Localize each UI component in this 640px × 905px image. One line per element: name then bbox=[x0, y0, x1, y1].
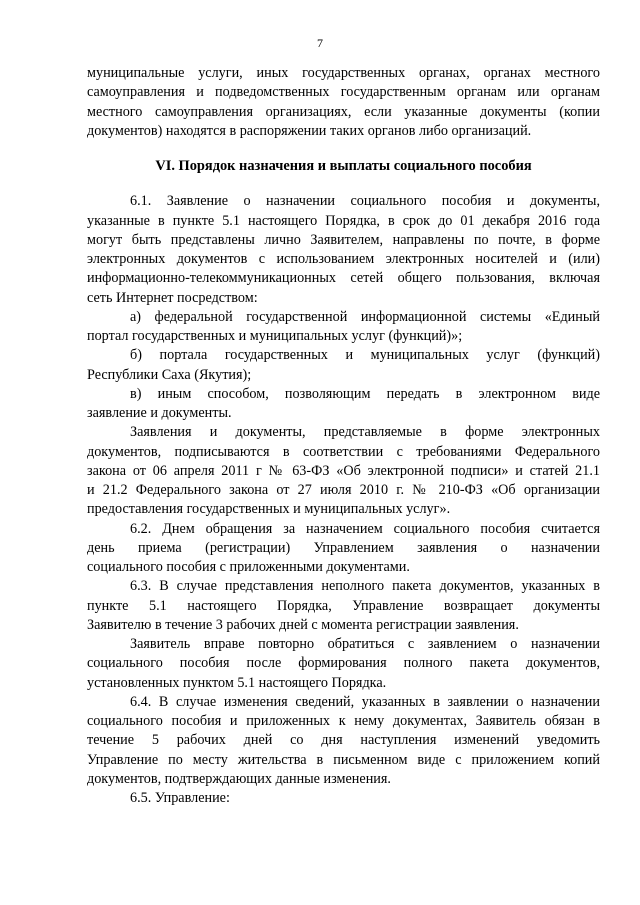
text-line: б) портала государственных и муниципальных услуг (функций) bbox=[130, 347, 600, 364]
paragraph bbox=[87, 520, 600, 578]
text-line: день приема (регистрации) Управлением заявления о назначении bbox=[87, 539, 600, 556]
text-line: документов, подтверждающих данные изменения. bbox=[87, 770, 391, 787]
text-line: социального пособия после формирования полного пакета документов, bbox=[87, 655, 600, 672]
text-line: течение 5 рабочих дней со дня наступления изменений уведомить bbox=[87, 732, 600, 749]
text-line: в) иным способом, позволяющим передать в электронном виде bbox=[130, 385, 600, 402]
text-line: Заявителю в течение 3 рабочих дней с момента регистрации заявления. bbox=[87, 616, 519, 633]
text-line: а) федеральной государственной информационной системы «Единый bbox=[130, 308, 600, 325]
document-body bbox=[87, 64, 600, 808]
section-paragraphs bbox=[87, 192, 600, 808]
page-number: 7 bbox=[317, 36, 323, 50]
text-line: 6.3. В случае представления неполного пакета документов, указанных в bbox=[130, 578, 600, 595]
paragraph bbox=[87, 385, 600, 424]
text-line: электронных документов с использованием электронных носителей и (или) bbox=[87, 251, 600, 267]
text-line: Заявления и документы, представляемые в форме электронных bbox=[130, 424, 600, 441]
paragraph bbox=[87, 308, 600, 347]
text-line: закона от 06 апреля 2011 г № 63-ФЗ «Об электронной подписи» и статей 21.1 bbox=[87, 462, 600, 479]
paragraph bbox=[87, 423, 600, 519]
text-line: 6.5. Управление: bbox=[130, 790, 230, 806]
text-line: документов, подписываются в соответствии с требованиями Федерального bbox=[87, 443, 600, 460]
text-line: пункте 5.1 настоящего Порядка, Управление возвращает документы bbox=[87, 597, 600, 614]
text-line: самоуправления и подведомственных государственным органам или органам bbox=[87, 84, 600, 101]
text-line: могут быть представлены лично Заявителем, направлены по почте, в форме bbox=[87, 231, 600, 248]
paragraph bbox=[87, 789, 600, 808]
text-line: социального пособия с приложенными документами. bbox=[87, 559, 410, 575]
section-heading: VI. Порядок назначения и выплаты социального пособия bbox=[155, 158, 532, 174]
paragraph bbox=[87, 693, 600, 789]
text-line: сеть Интернет посредством: bbox=[87, 289, 258, 306]
text-line: 6.1. Заявление о назначении социального пособия и документы, bbox=[130, 193, 600, 210]
text-line: указанные в пункте 5.1 настоящего Порядка, в срок до 01 декабря 2016 года bbox=[87, 212, 600, 229]
text-line: Управление по месту жительства в письменном виде с приложением копий bbox=[87, 751, 600, 768]
paragraph bbox=[87, 346, 600, 385]
text-line: местного самоуправления организациях, если указанные документы (копии bbox=[87, 103, 600, 120]
text-line: установленных пунктом 5.1 настоящего Порядка. bbox=[87, 674, 387, 691]
text-line: 6.2. Днем обращения за назначением социального пособия считается bbox=[130, 520, 600, 537]
text-line: документов) находятся в распоряжении таких органов либо организаций. bbox=[87, 122, 532, 139]
text-line: Республики Саха (Якутия); bbox=[87, 366, 252, 383]
paragraph bbox=[87, 192, 600, 308]
text-line: предоставления государственных и муниципальных услуг». bbox=[87, 501, 451, 518]
text-line: Заявитель вправе повторно обратиться с заявлением о назначении bbox=[130, 636, 600, 652]
text-line: муниципальные услуги, иных государственных органах, органах местного bbox=[87, 65, 600, 81]
paragraph bbox=[87, 635, 600, 693]
text-line: социального пособия и приложенных к нему документах, Заявитель обязан в bbox=[87, 713, 600, 729]
text-line: заявление и документы. bbox=[87, 405, 232, 421]
paragraph bbox=[87, 577, 600, 635]
text-line: портал государственных и муниципальных услуг (функций)»; bbox=[87, 328, 463, 344]
text-line: 6.4. В случае изменения сведений, указанных в заявлении о назначении bbox=[130, 693, 600, 710]
intro-paragraph bbox=[87, 64, 600, 141]
text-line: информационно-телекоммуникационных сетей общего пользования, включая bbox=[87, 270, 600, 287]
text-line: и 21.2 Федерального закона от 27 июля 2010 г. № 210-ФЗ «Об организации bbox=[87, 482, 600, 498]
